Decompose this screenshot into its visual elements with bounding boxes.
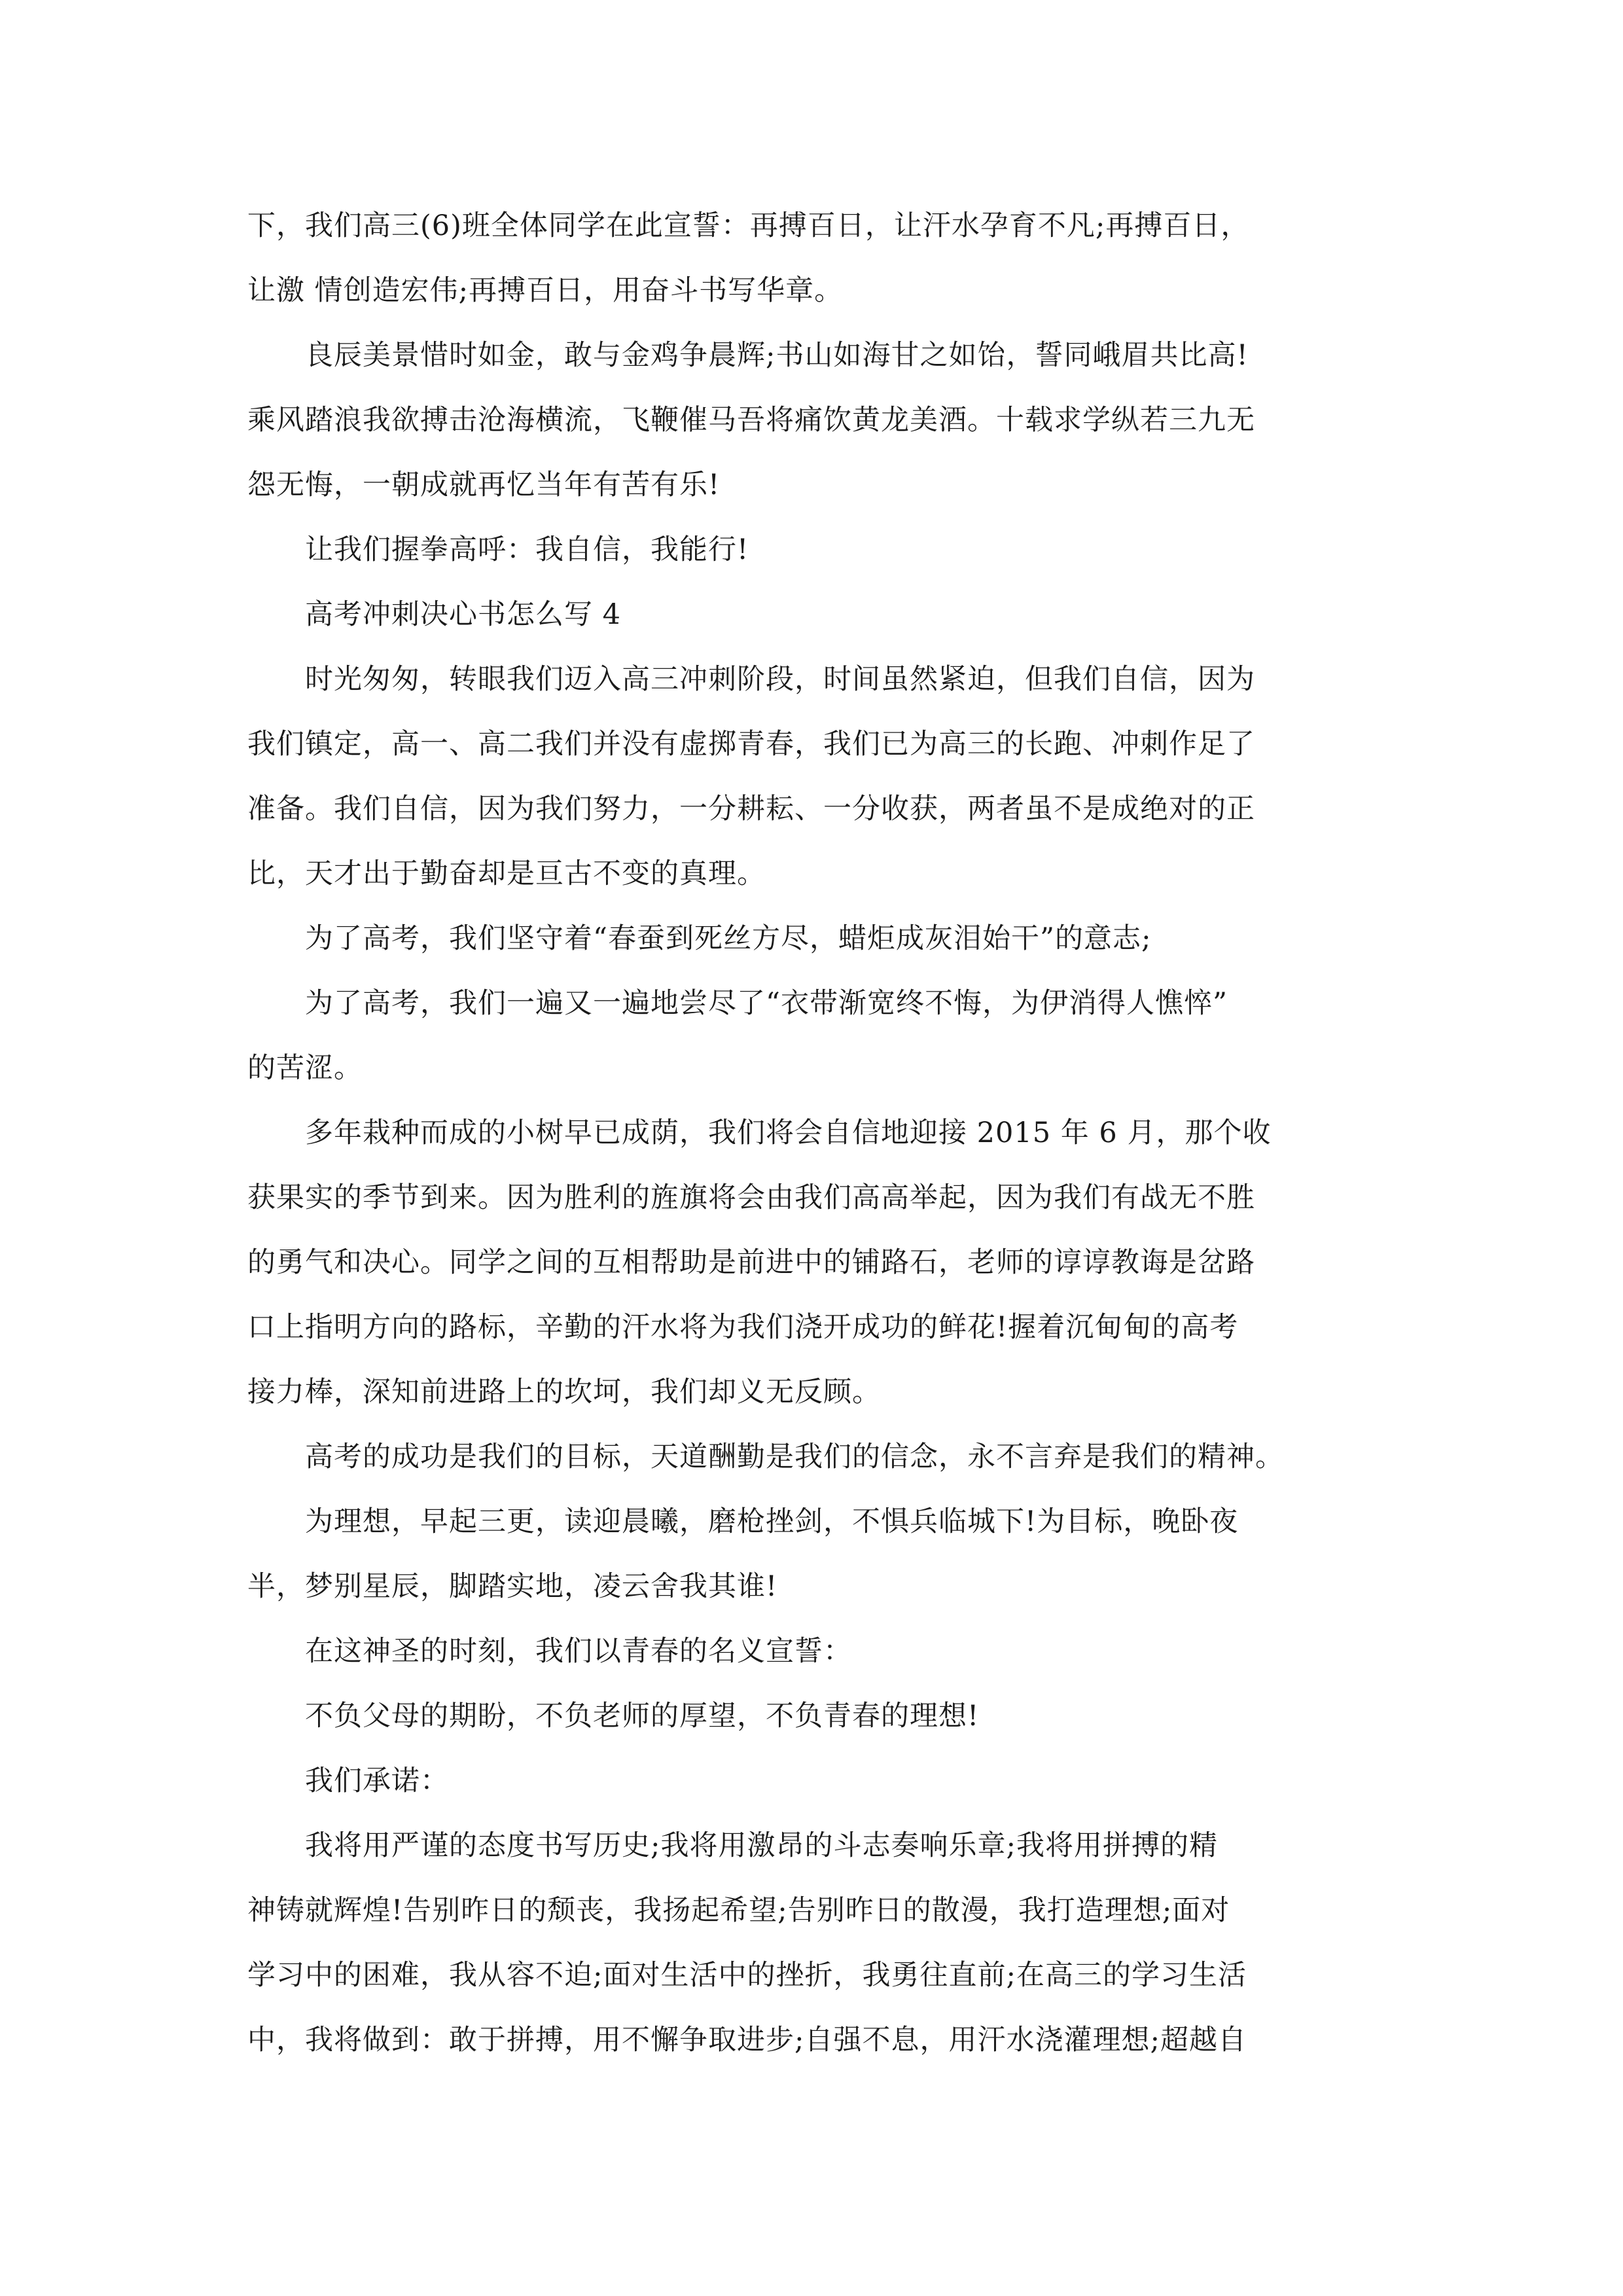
- text-line: 多年栽种而成的小树早已成荫，我们将会自信地迎接 2015 年 6 月，那个收: [305, 1117, 1272, 1149]
- text-line: 我将用严谨的态度书写历史;我将用激昂的斗志奏响乐章;我将用拼搏的精: [305, 1829, 1218, 1862]
- text-line: 让激 情创造宏伟;再搏百日，用奋斗书写华章。: [247, 274, 844, 307]
- paragraph-2: [247, 323, 1373, 518]
- text-line: 良辰美景惜时如金，敢与金鸡争晨辉;书山如海甘之如饴，誓同峨眉共比高!: [305, 339, 1249, 372]
- text-line: 怨无悔，一朝成就再忆当年有苦有乐!: [247, 469, 721, 501]
- text-line: 为了高考，我们一遍又一遍地尝尽了“衣带渐宽终不悔，为伊消得人憔悴”: [305, 987, 1228, 1020]
- paragraph-5: [247, 647, 1373, 906]
- paragraph-12: [247, 1684, 1373, 1749]
- paragraph-7: [247, 971, 1373, 1101]
- text-line: 的勇气和决心。同学之间的互相帮助是前进中的铺路石，老师的谆谆教诲是岔路: [247, 1246, 1255, 1279]
- text-line: 中，我将做到：敢于拼搏，用不懈争取进步;自强不息，用汗水浇灌理想;超越自: [247, 2024, 1247, 2056]
- paragraph-1: [247, 194, 1373, 323]
- text-line: 高考的成功是我们的目标，天道酬勤是我们的信念，永不言弃是我们的精神。: [305, 1441, 1284, 1473]
- text-line: 学习中的困难，我从容不迫;面对生活中的挫折，我勇往直前;在高三的学习生活: [247, 1959, 1247, 1992]
- paragraph-13: [247, 1749, 1373, 1814]
- section-heading: [247, 583, 1373, 647]
- text-line: 获果实的季节到来。因为胜利的旌旗将会由我们高高举起，因为我们有战无不胜: [247, 1181, 1255, 1214]
- text-line: 让我们握拳高呼：我自信，我能行!: [305, 533, 749, 566]
- text-line: 为了高考，我们坚守着“春蚕到死丝方尽，蜡炬成灰泪始干”的意志;: [305, 922, 1152, 955]
- text-line: 准备。我们自信，因为我们努力，一分耕耘、一分收获，两者虽不是成绝对的正: [247, 793, 1255, 825]
- paragraph-6: [247, 906, 1373, 971]
- text-line: 在这神圣的时刻，我们以青春的名义宣誓：: [305, 1635, 852, 1668]
- paragraph-3: [247, 518, 1373, 583]
- text-line: 下，我们高三(6)班全体同学在此宣誓：再搏百日，让汗水孕育不凡;再搏百日，: [247, 209, 1250, 242]
- paragraph-11: [247, 1619, 1373, 1684]
- text-line: 口上指明方向的路标，辛勤的汗水将为我们浇开成功的鲜花!握着沉甸甸的高考: [247, 1311, 1239, 1344]
- text-line: 时光匆匆，转眼我们迈入高三冲刺阶段，时间虽然紧迫，但我们自信，因为: [305, 663, 1255, 696]
- text-line: 高考冲刺决心书怎么写 4: [305, 598, 622, 631]
- text-line: 的苦涩。: [247, 1052, 363, 1085]
- paragraph-9: [247, 1425, 1373, 1490]
- text-line: 乘风踏浪我欲搏击沧海横流，飞鞭催马吾将痛饮黄龙美酒。十载求学纵若三九无: [247, 404, 1255, 437]
- text-line: 我们镇定，高一、高二我们并没有虚掷青春，我们已为高三的长跑、冲刺作足了: [247, 728, 1255, 761]
- paragraph-14: [247, 1814, 1373, 2073]
- text-line: 接力棒，深知前进路上的坎坷，我们却义无反顾。: [247, 1376, 881, 1408]
- text-line: 半，梦别星辰，脚踏实地，凌云舍我其谁!: [247, 1570, 778, 1603]
- text-line: 我们承诺：: [305, 1765, 449, 1797]
- text-line: 为理想，早起三更，读迎晨曦，磨枪挫剑，不惧兵临城下!为目标，晚卧夜: [305, 1505, 1239, 1538]
- paragraph-8: [247, 1101, 1373, 1425]
- text-line: 神铸就辉煌!告别昨日的颓丧，我扬起希望;告别昨日的散漫，我打造理想;面对: [247, 1894, 1230, 1927]
- text-line: 比，天才出于勤奋却是亘古不变的真理。: [247, 857, 766, 890]
- text-line: 不负父母的期盼，不负老师的厚望，不负青春的理想!: [305, 1700, 980, 1732]
- paragraph-10: [247, 1490, 1373, 1619]
